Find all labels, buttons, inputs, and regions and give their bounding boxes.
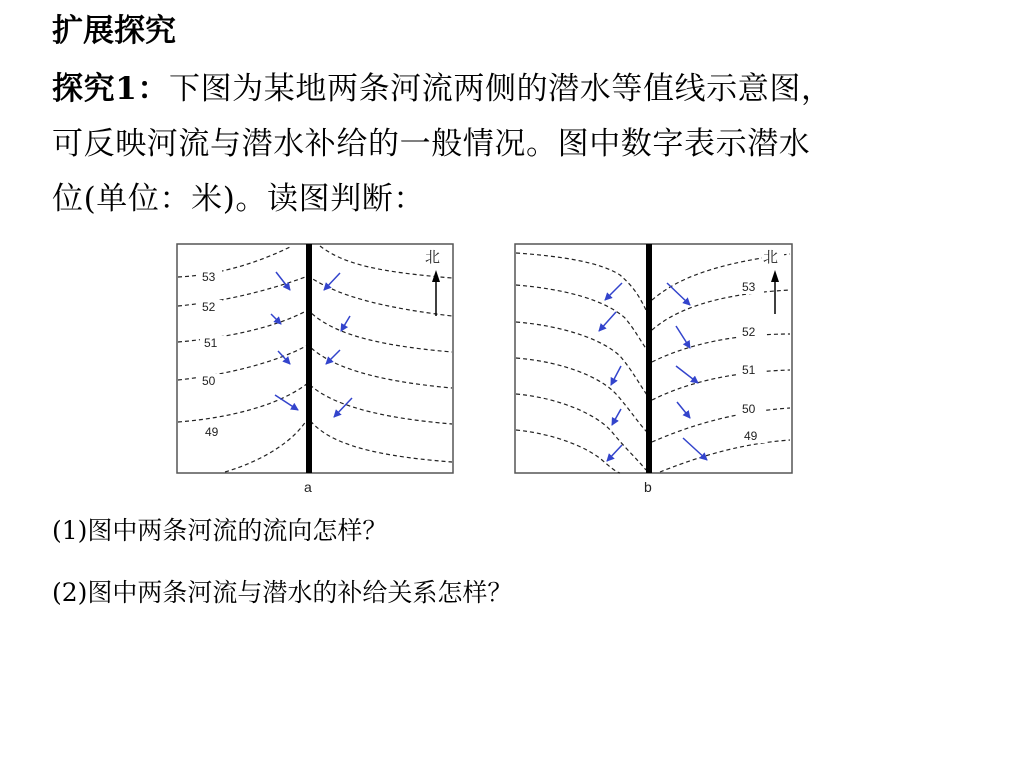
panel-a-label-52: 52: [202, 300, 216, 314]
panel-b-north-arrow: [762, 247, 784, 314]
panel-a-label-53: 53: [202, 270, 216, 284]
panel-b-flow-arrow: [605, 283, 622, 300]
exploration-label: 探究1：: [52, 71, 169, 107]
panel-a-flow-arrow: [324, 273, 340, 290]
panel-a-flow-arrow: [275, 395, 298, 410]
panel-b-flow-arrow: [677, 402, 690, 418]
panel-b-flow-arrow: [667, 283, 690, 305]
panel-a: [177, 244, 453, 495]
panel-a-flow-arrow: [326, 350, 340, 364]
panel-b-contour-53: [516, 285, 790, 350]
panel-a-flow-arrow: [278, 351, 290, 364]
question-1: (1)图中两条河流的流向怎样？: [52, 516, 388, 545]
panel-b-caption: b: [644, 479, 652, 495]
panel-a-contour-49: [178, 383, 452, 424]
panel-b-label-52: 52: [742, 325, 756, 339]
panel-a-contour-48: [225, 418, 452, 472]
panel-a-flow-arrow: [271, 314, 281, 324]
panel-b-label-53: 53: [742, 280, 756, 294]
panel-b-north-label: 北: [763, 249, 779, 266]
panel-b-flow-arrow: [676, 326, 690, 348]
panel-b-flow-arrow: [611, 366, 621, 385]
panel-a-label-51: 51: [204, 336, 218, 350]
exploration-line-3: 位(单位：米)。读图判断：: [52, 181, 425, 217]
question-2: (2)图中两条河流与潜水的补给关系怎样？: [52, 578, 513, 607]
exploration-line-2: 可反映河流与潜水补给的一般情况。图中数字表示潜水: [52, 126, 811, 162]
panel-b-flow-arrow: [607, 445, 622, 461]
panel-b-flow-arrow: [612, 409, 621, 425]
section-heading: 扩展探究: [52, 13, 176, 49]
panel-b: [515, 244, 792, 495]
panel-a-caption: a: [304, 479, 312, 495]
panel-b-flow-arrow: [683, 438, 707, 460]
panel-a-flow-arrow: [341, 316, 350, 331]
panel-b-flow-arrow: [676, 366, 698, 383]
panel-a-label-49: 49: [205, 425, 219, 439]
panel-a-flow-arrow: [276, 272, 290, 290]
panel-a-label-50: 50: [202, 374, 216, 388]
panel-b-label-49: 49: [744, 429, 758, 443]
exploration-line-1: 探究1：下图为某地两条河流两侧的潜水等值线示意图，: [52, 71, 833, 107]
panel-a-north-label: 北: [425, 249, 441, 266]
panel-b-label-50: 50: [742, 402, 756, 416]
panel-b-label-51: 51: [742, 363, 756, 377]
panel-b-flow-arrow: [599, 312, 616, 331]
panel-a-north-arrow: [424, 247, 446, 316]
